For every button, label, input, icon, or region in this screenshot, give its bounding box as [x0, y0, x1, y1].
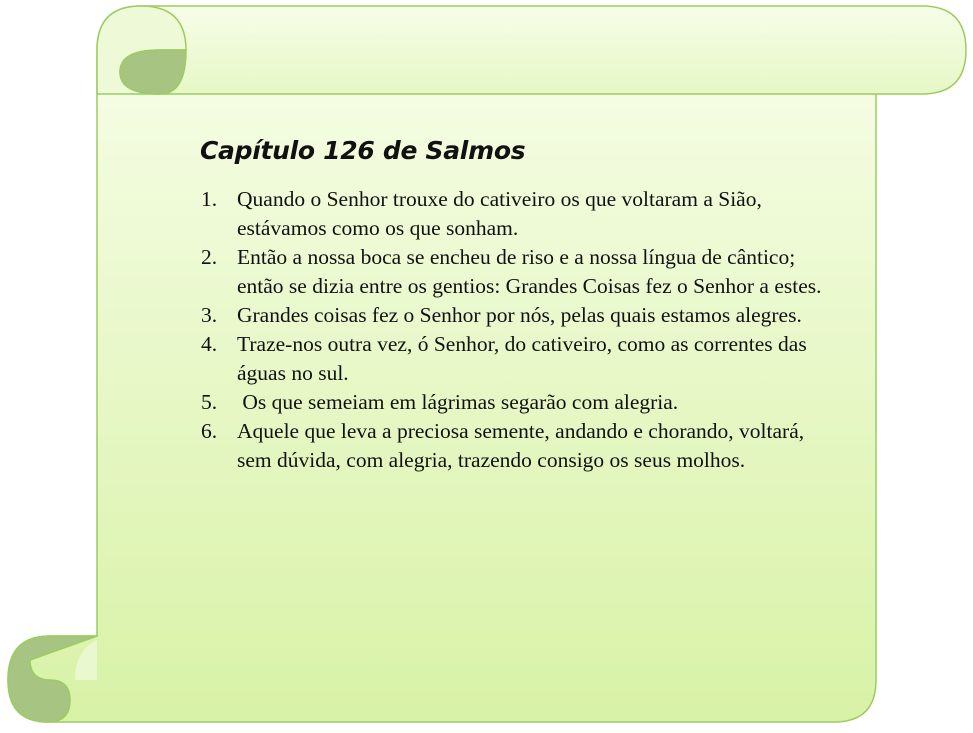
verse-text: Os que semeiam em lágrimas segarão com alegria. [237, 390, 679, 414]
verse-number: 3. [201, 303, 218, 327]
scroll-content [200, 136, 840, 475]
verse-text: Aquele que leva a preciosa semente, andando e chorando, voltará, sem dúvida, com alegria, trazendo consigo os seus molhos. [237, 419, 805, 472]
verse-number: 6. [201, 419, 218, 443]
verse-number: 5. [201, 390, 218, 414]
verse-text: Grandes coisas fez o Senhor por nós, pelas quais estamos alegres. [237, 303, 802, 327]
verse-number: 1. [201, 187, 218, 211]
verse-number: 2. [201, 245, 218, 269]
verse-item [200, 301, 840, 330]
verse-item [200, 388, 840, 417]
verse-item [200, 330, 840, 388]
verse-text: Quando o Senhor trouxe do cativeiro os que voltaram a Sião, estávamos como os que sonham. [237, 187, 762, 240]
scroll-top-curl-inner [120, 50, 186, 94]
verse-item [200, 185, 840, 243]
verse-item [200, 417, 840, 475]
verse-item [200, 243, 840, 301]
verse-number: 4. [201, 332, 218, 356]
chapter-title: Capítulo 126 de Salmos [200, 136, 526, 165]
verse-list [200, 185, 840, 475]
scroll-top-banner [97, 6, 966, 94]
verse-text: Traze-nos outra vez, ó Senhor, do cativeiro, como as correntes das águas no sul. [237, 332, 807, 385]
verse-text: Então a nossa boca se encheu de riso e a nossa língua de cântico; então se dizia entre os gentios: Grandes Coisas fez o Senhor a estes. [237, 245, 822, 298]
